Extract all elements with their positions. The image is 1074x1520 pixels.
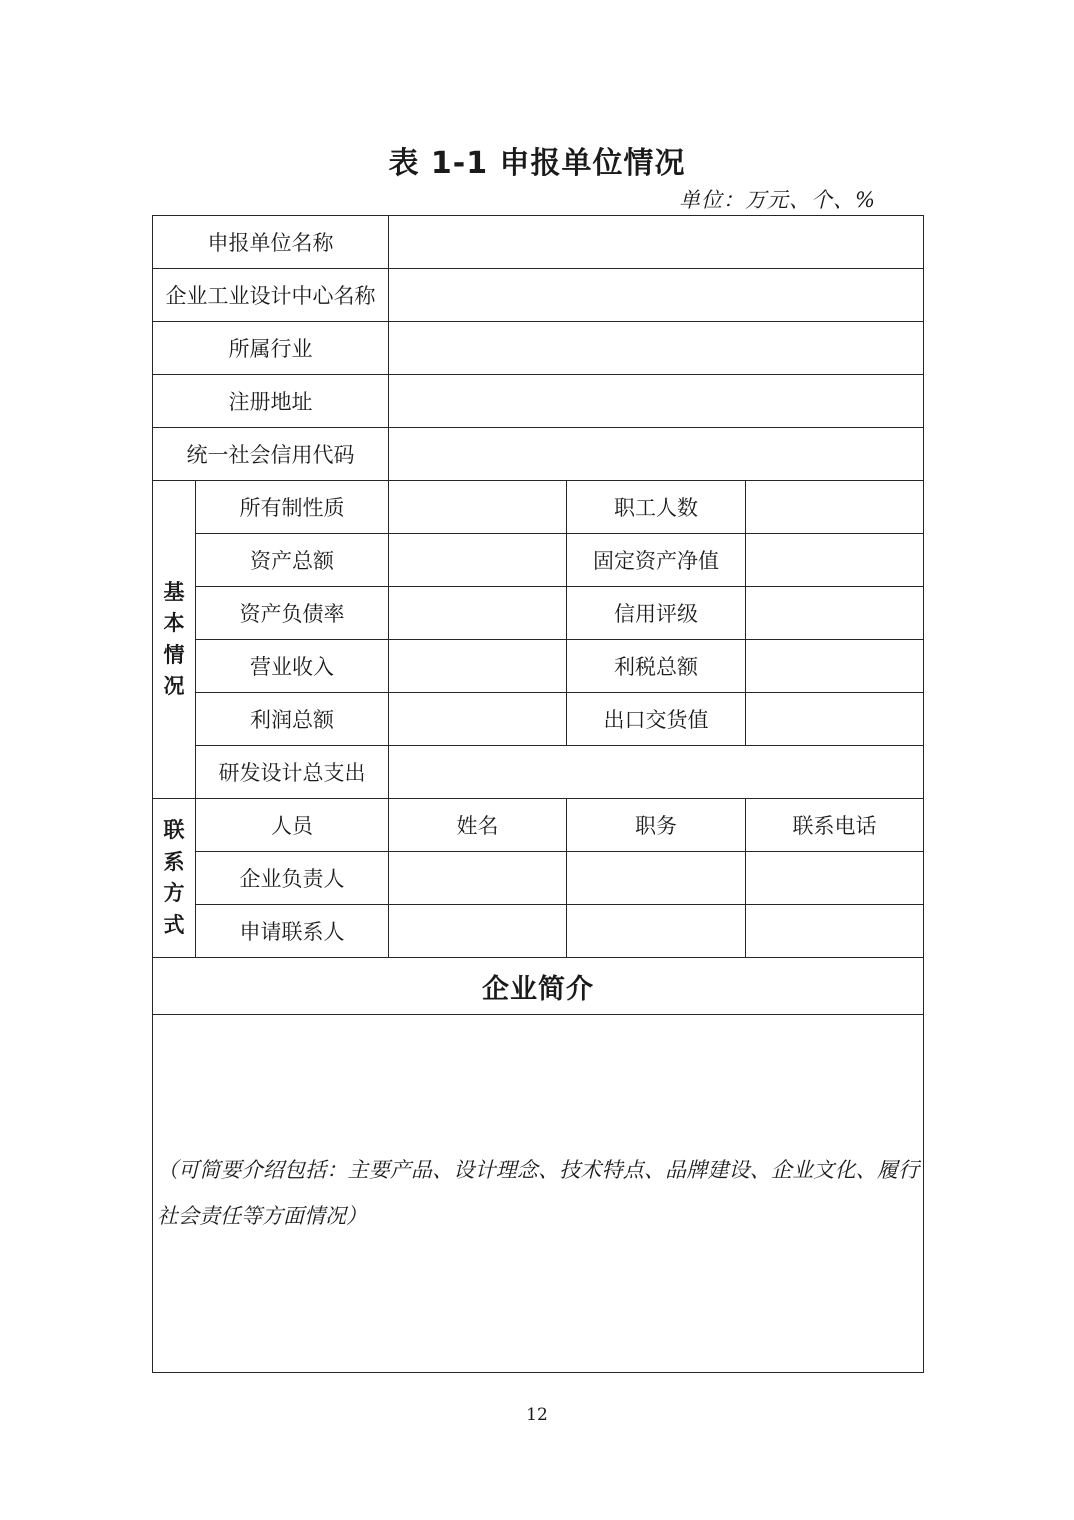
table-row [153,640,924,693]
table-row [153,746,924,799]
declaration-form-table [152,215,924,1373]
field-label-debt-ratio: 资产负债率 [196,587,389,640]
field-value-applicant-name [389,216,924,269]
field-value-ownership [389,481,567,534]
section-header-basic-info [153,481,196,799]
contact-name-company-head [389,852,567,905]
field-label-rd-design-expenditure: 研发设计总支出 [196,746,389,799]
field-value-design-center-name [389,269,924,322]
field-label-ownership: 所有制性质 [196,481,389,534]
field-label-total-profit: 利润总额 [196,693,389,746]
field-value-employee-count [746,481,924,534]
contact-column-header-phone: 联系电话 [746,799,924,852]
field-value-industry [389,322,924,375]
section-header-contact-text: 联系方式 [163,818,185,937]
field-label-export-delivery-value: 出口交货值 [567,693,746,746]
contact-name-application-liaison [389,905,567,958]
contact-role-application-liaison: 申请联系人 [196,905,389,958]
table-row [153,534,924,587]
field-label-credit-rating: 信用评级 [567,587,746,640]
profile-section-title: 企业简介 [153,958,924,1015]
field-label-applicant-name: 申报单位名称 [153,216,389,269]
table-row [153,1015,924,1373]
field-value-total-assets [389,534,567,587]
profile-placeholder-note: （可简要介绍包括：主要产品、设计理念、技术特点、品牌建设、企业文化、履行社会责任等方面情况） [157,1158,919,1228]
contact-column-header-position: 职务 [567,799,746,852]
table-row [153,269,924,322]
field-value-rd-design-expenditure [389,746,924,799]
field-value-profit-tax-total [746,640,924,693]
table-row [153,905,924,958]
contact-role-company-head: 企业负责人 [196,852,389,905]
field-value-registered-address [389,375,924,428]
contact-column-header-name: 姓名 [389,799,567,852]
contact-column-header-person: 人员 [196,799,389,852]
page-number: 12 [526,1405,548,1425]
section-header-basic-info-text: 基本情况 [163,579,185,698]
table-row [153,216,924,269]
field-value-credit-code [389,428,924,481]
contact-position-company-head [567,852,746,905]
table-row [153,322,924,375]
table-row [153,799,924,852]
field-label-operating-revenue: 营业收入 [196,640,389,693]
field-value-operating-revenue [389,640,567,693]
field-label-total-assets: 资产总额 [196,534,389,587]
table-row [153,481,924,534]
field-label-profit-tax-total: 利税总额 [567,640,746,693]
field-label-registered-address: 注册地址 [153,375,389,428]
field-label-industry: 所属行业 [153,322,389,375]
field-label-employee-count: 职工人数 [567,481,746,534]
field-value-export-delivery-value [746,693,924,746]
field-value-total-profit [389,693,567,746]
field-value-credit-rating [746,587,924,640]
table-row [153,428,924,481]
field-value-debt-ratio [389,587,567,640]
table-row [153,958,924,1015]
field-label-design-center-name: 企业工业设计中心名称 [153,269,389,322]
profile-body-cell [153,1015,924,1373]
unit-note: 单位：万元、个、% [679,188,876,212]
section-header-contact [153,799,196,958]
contact-position-application-liaison [567,905,746,958]
table-row [153,587,924,640]
table-row [153,693,924,746]
field-label-net-fixed-assets: 固定资产净值 [567,534,746,587]
page-title: 表 1-1 申报单位情况 [388,146,686,181]
contact-phone-company-head [746,852,924,905]
field-label-credit-code: 统一社会信用代码 [153,428,389,481]
table-row [153,852,924,905]
contact-phone-application-liaison [746,905,924,958]
table-row [153,375,924,428]
field-value-net-fixed-assets [746,534,924,587]
